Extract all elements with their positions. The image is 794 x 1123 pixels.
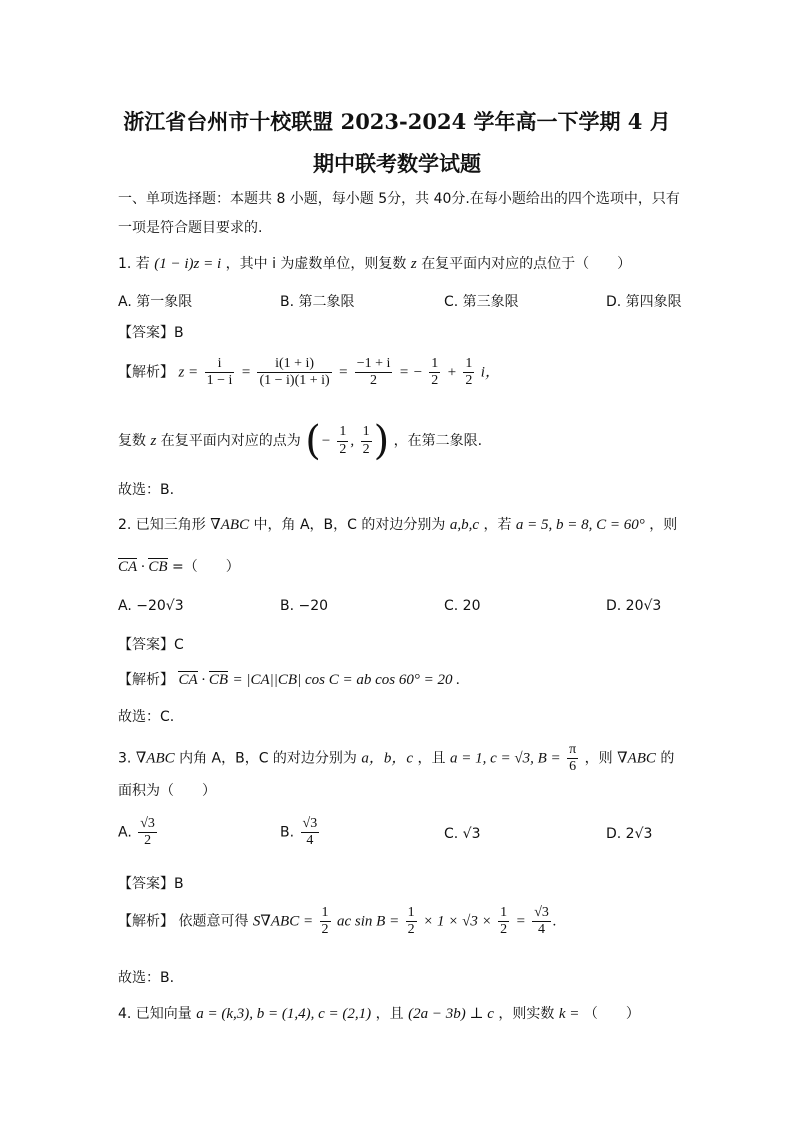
q2-stem: [118, 514, 677, 534]
q4-stem: [118, 1003, 640, 1023]
q2-analysis-expr: = |CA||CB| cos C = ab cos 60° = 20 .: [232, 672, 460, 688]
q3-a3-den: 2: [500, 922, 508, 938]
q1-conclusion: 故选：B.: [118, 482, 175, 498]
q2-pre: 2. 已知三角形: [118, 517, 206, 533]
q3-conclusion: 故选：B.: [118, 970, 175, 986]
title-line-2: 期中联考数学试题: [313, 151, 481, 176]
q4-post: ，则实数: [498, 1006, 555, 1022]
q2-vec-tail: =（ ）: [172, 559, 240, 575]
q1-point-y-num: 1: [361, 424, 372, 441]
q2-cond-pre: ，若: [483, 517, 512, 533]
q1-line2-z: z: [150, 433, 157, 449]
section-heading-line-2: 一项是符合题目要求的.: [118, 220, 263, 236]
q3-option-b-den: 4: [306, 833, 314, 849]
q3-option-a-label: A.: [118, 824, 132, 841]
q2-sides: a,b,c: [449, 517, 480, 533]
q2-analysis-vec-ca: CA: [178, 672, 198, 688]
q1-equation: (1 − i)z = i: [154, 256, 222, 272]
q3-analysis-label: 【解析】: [118, 913, 174, 930]
q1-pre: 1. 若: [118, 256, 150, 272]
q3-a2-den: 2: [407, 922, 415, 938]
q3-pre: 3.: [118, 750, 132, 767]
q3-triangle: ∇ABC: [135, 750, 175, 767]
q3-a2-num: 1: [406, 905, 417, 922]
q3-analysis: 【解析】 依题意可得 S∇ABC = $\frac{1}{2}$ ac sin B = $\frac{1}{2}$ × 1 × √3 × $\frac{1}{2}$ = $\frac{√3}{4}$ .: [118, 905, 557, 938]
q3-analysis-pre: 依题意可得: [178, 913, 249, 930]
q2-conclusion: 故选：C.: [118, 709, 175, 725]
q4-pre: 4. 已知向量: [118, 1006, 192, 1022]
q1-frac-3-num: −1 + i: [355, 356, 393, 373]
q1-frac-4: [429, 356, 440, 389]
q3-sides: a，b，c: [361, 750, 414, 767]
q4-condition: (2a − 3b) ⊥ c: [408, 1006, 494, 1022]
q1-analysis: 【解析】 z = $\frac{i}{1 - i}$ = $\frac{i(1 + i)}{(1 - i)(1 + i)}$ = $\frac{-1 + i}{2}$ = − $\frac{1}{2}$ + $\frac{1}{2}$ i，: [118, 356, 500, 389]
q1-frac-4-den: 2: [431, 373, 439, 389]
q2-option-a: A. −20√3: [118, 598, 184, 614]
q3-option-a-num: √3: [138, 816, 157, 833]
q1-tail: i，: [480, 364, 500, 381]
q3-angle-b: [567, 742, 578, 775]
q3-s-label: S∇ABC =: [252, 913, 314, 930]
q1-analysis-label: 【解析】: [118, 364, 174, 381]
q1-frac-3-den: 2: [370, 373, 378, 389]
q3-a1: [320, 905, 331, 938]
q4-k: k =: [558, 1006, 580, 1022]
q3-option-a: [118, 816, 159, 849]
q3-a2: [406, 905, 417, 938]
q3-a1-num: 1: [320, 905, 331, 922]
q2-mid: 中，角 A，B，C 的对边分别为: [253, 517, 446, 533]
q4-vectors: a = (k,3), b = (1,4), c = (2,1): [196, 1006, 372, 1022]
q1-line2-pre: 复数: [118, 433, 146, 449]
q2-vec-cb: CB: [148, 559, 168, 575]
q3-angle-b-num: π: [567, 742, 578, 759]
q3-mid: 内角 A，B，C 的对边分别为: [179, 750, 357, 767]
q2-option-b: B. −20: [280, 598, 329, 614]
q2-option-d: D. 20√3: [606, 598, 662, 614]
q1-frac-2: [257, 356, 331, 389]
q1-frac-5: [463, 356, 474, 389]
q3-option-b-num: √3: [301, 816, 320, 833]
q3-condition: a = 1, c = √3, B =: [449, 750, 561, 767]
q2-answer: 【答案】C: [118, 637, 184, 653]
q2-analysis-label: 【解析】: [118, 672, 174, 688]
q3-cond-pre: ，且: [417, 750, 446, 767]
q1-frac-4-num: 1: [429, 356, 440, 373]
q1-option-d: D. 第四象限: [606, 294, 682, 310]
q3-a4-num: √3: [532, 905, 551, 922]
q3-option-c: C. √3: [444, 826, 481, 842]
q3-a1-den: 2: [321, 922, 329, 938]
q1-point-line: 复数 z 在复平面内对应的点为 (− $\frac{1}{2}$ , $\frac{1}{2}$ ) ，在第二象限.: [118, 418, 483, 464]
q4-tail: （ ）: [583, 1006, 640, 1022]
q3-option-d: D. 2√3: [606, 826, 653, 842]
q1-frac-1-den: 1 − i: [206, 373, 233, 389]
q3-a4-den: 4: [538, 922, 546, 938]
q3-option-b: [280, 816, 321, 849]
q3-option-b-label: B.: [280, 824, 295, 841]
q2-triangle: ∇ABC: [210, 517, 250, 533]
q1-option-c: C. 第三象限: [444, 294, 519, 310]
q3-option-a-frac: [138, 816, 157, 849]
section-heading-line-1: 一、单项选择题：本题共 8 小题，每小题 5分，共 40分.在每小题给出的四个选项中，只有: [118, 191, 680, 207]
q1-point-y: [361, 424, 372, 457]
q1-point-x-den: 2: [339, 441, 347, 457]
q1-point-x: [337, 424, 348, 457]
q3-line2: 面积为（ ）: [118, 783, 216, 799]
q1-post: 在复平面内对应的点位于（ ）: [421, 256, 632, 272]
q1-z: z: [410, 256, 417, 272]
q1-frac-3: [355, 356, 393, 389]
q2-vec-ca: CA: [118, 559, 138, 575]
q1-line2-mid: 在复平面内对应的点为: [160, 433, 301, 449]
q1-point-y-den: 2: [362, 441, 370, 457]
q3-a4: [532, 905, 551, 938]
q1-stem: [118, 253, 631, 273]
q2-vector-line: CA · CB =（ ）: [118, 559, 240, 575]
q1-frac-5-den: 2: [465, 373, 473, 389]
q1-frac-2-num: i(1 + i): [257, 356, 331, 373]
q3-a1-tail: ac sin B =: [337, 913, 400, 930]
q4-mid: ，且: [375, 1006, 404, 1022]
q3-a3-num: 1: [498, 905, 509, 922]
q1-sol-z: z =: [178, 364, 199, 381]
q1-option-b: B. 第二象限: [280, 294, 355, 310]
q3-post: 的: [660, 750, 675, 767]
q2-analysis-vec-cb: CB: [208, 672, 229, 688]
q3-angle-b-den: 6: [569, 759, 577, 775]
title-line-1: 浙江省台州市十校联盟 2023-2024 学年高一下学期 4 月: [123, 109, 671, 134]
q3-answer: 【答案】B: [118, 876, 184, 892]
q2-option-c: C. 20: [444, 598, 481, 614]
q3-a3-tail: =: [515, 913, 526, 930]
q1-line2-post: ，在第二象限.: [393, 433, 483, 449]
q1-answer: 【答案】B: [118, 325, 184, 341]
q3-cond-post: ，则: [584, 750, 613, 767]
q3-option-a-den: 2: [144, 833, 152, 849]
q1-option-a: A. 第一象限: [118, 294, 193, 310]
q2-analysis: 【解析】 CA · CB = |CA||CB| cos C = ab cos 60° = 20 .: [118, 672, 460, 688]
q2-cond-post: ，则: [649, 517, 678, 533]
q1-frac-1: [205, 356, 235, 389]
q3-triangle-2: ∇ABC: [617, 750, 656, 767]
q3-stem: [118, 742, 674, 775]
q3-option-b-frac: [301, 816, 320, 849]
q1-frac-2-den: (1 − i)(1 + i): [259, 373, 330, 389]
q1-frac-5-num: 1: [463, 356, 474, 373]
q3-a3: [498, 905, 509, 938]
q1-frac-1-num: i: [205, 356, 235, 373]
q1-point-x-num: 1: [337, 424, 348, 441]
q3-a2-tail: × 1 × √3 ×: [423, 913, 492, 930]
q1-mid: ，其中 i 为虚数单位，则复数: [225, 256, 407, 272]
q2-condition: a = 5, b = 8, C = 60°: [515, 517, 645, 533]
